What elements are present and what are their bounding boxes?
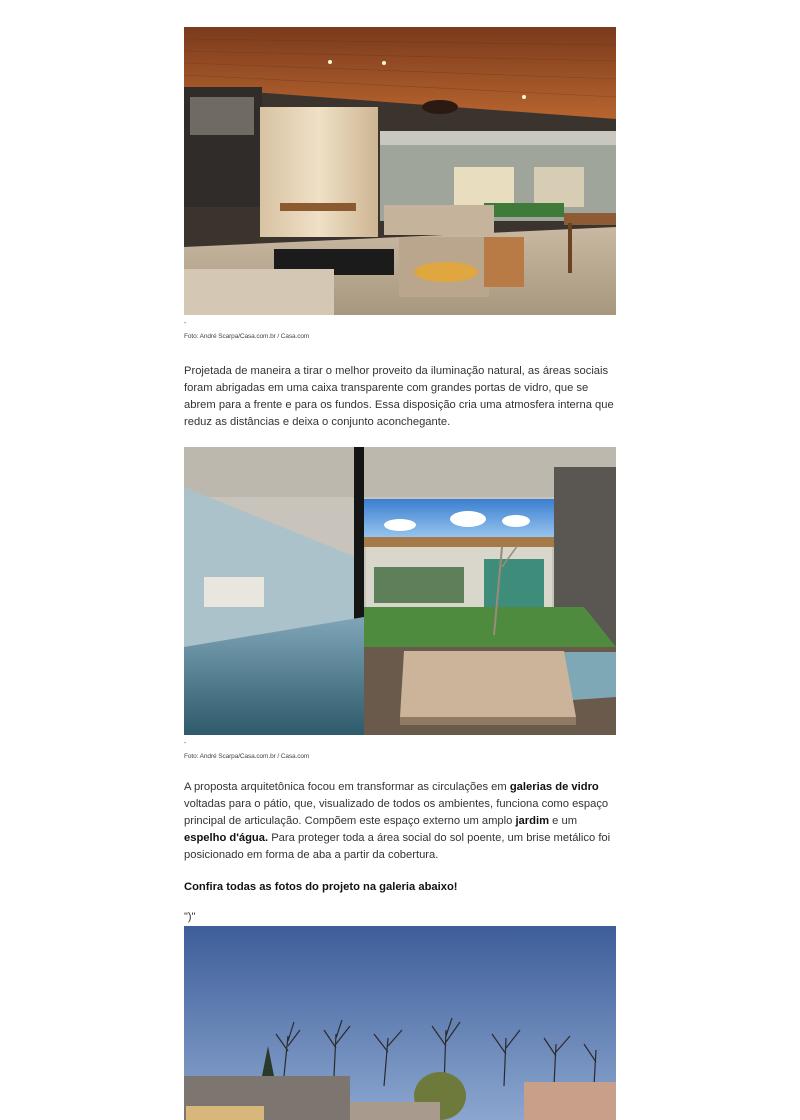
paragraph-text: e um <box>549 815 578 827</box>
photo-credit-dash: - <box>184 320 187 327</box>
paragraph-text: Para proteger toda a área social do sol poente, um brise metálico foi posicionado em forma de aba a partir da cobertura. <box>184 832 611 861</box>
paragraph-text: voltadas para o pátio, que, visualizado de todos os ambientes, funciona como espaço principal de articulação. Compõem este espaço externo um amplo <box>184 798 609 827</box>
photo-credit: Foto: André Scarpa/Casa.com.br / Casa.com <box>184 333 310 340</box>
paragraph-architecture <box>184 779 616 864</box>
highlight-jardim: jardim <box>515 815 550 827</box>
photo-credit: Foto: André Scarpa/Casa.com.br / Casa.com <box>184 753 310 760</box>
photo-glass-gallery <box>184 447 616 735</box>
paragraph-text: A proposta arquitetônica focou em transformar as circulações em <box>184 781 510 793</box>
gallery-cta: Confira todas as fotos do projeto na galeria abaixo! <box>184 881 458 893</box>
highlight-espelho: espelho d'água. <box>184 832 269 844</box>
highlight-galerias: galerias de vidro <box>509 781 599 793</box>
photo-credit-dash: - <box>184 740 187 747</box>
photo-living-room <box>184 27 616 315</box>
photo-exterior-dusk <box>184 926 616 1120</box>
stray-text: ")" <box>184 911 196 923</box>
paragraph-natural-light: Projetada de maneira a tirar o melhor proveito da iluminação natural, as áreas sociais foram abrigadas em uma caixa transparente com grandes portas de vidro, que se abrem para a frente e para os fundos. Essa disposição cria uma atmosfera interna que reduz as distâncias e deixa o conjunto aconchegante. <box>184 365 614 428</box>
